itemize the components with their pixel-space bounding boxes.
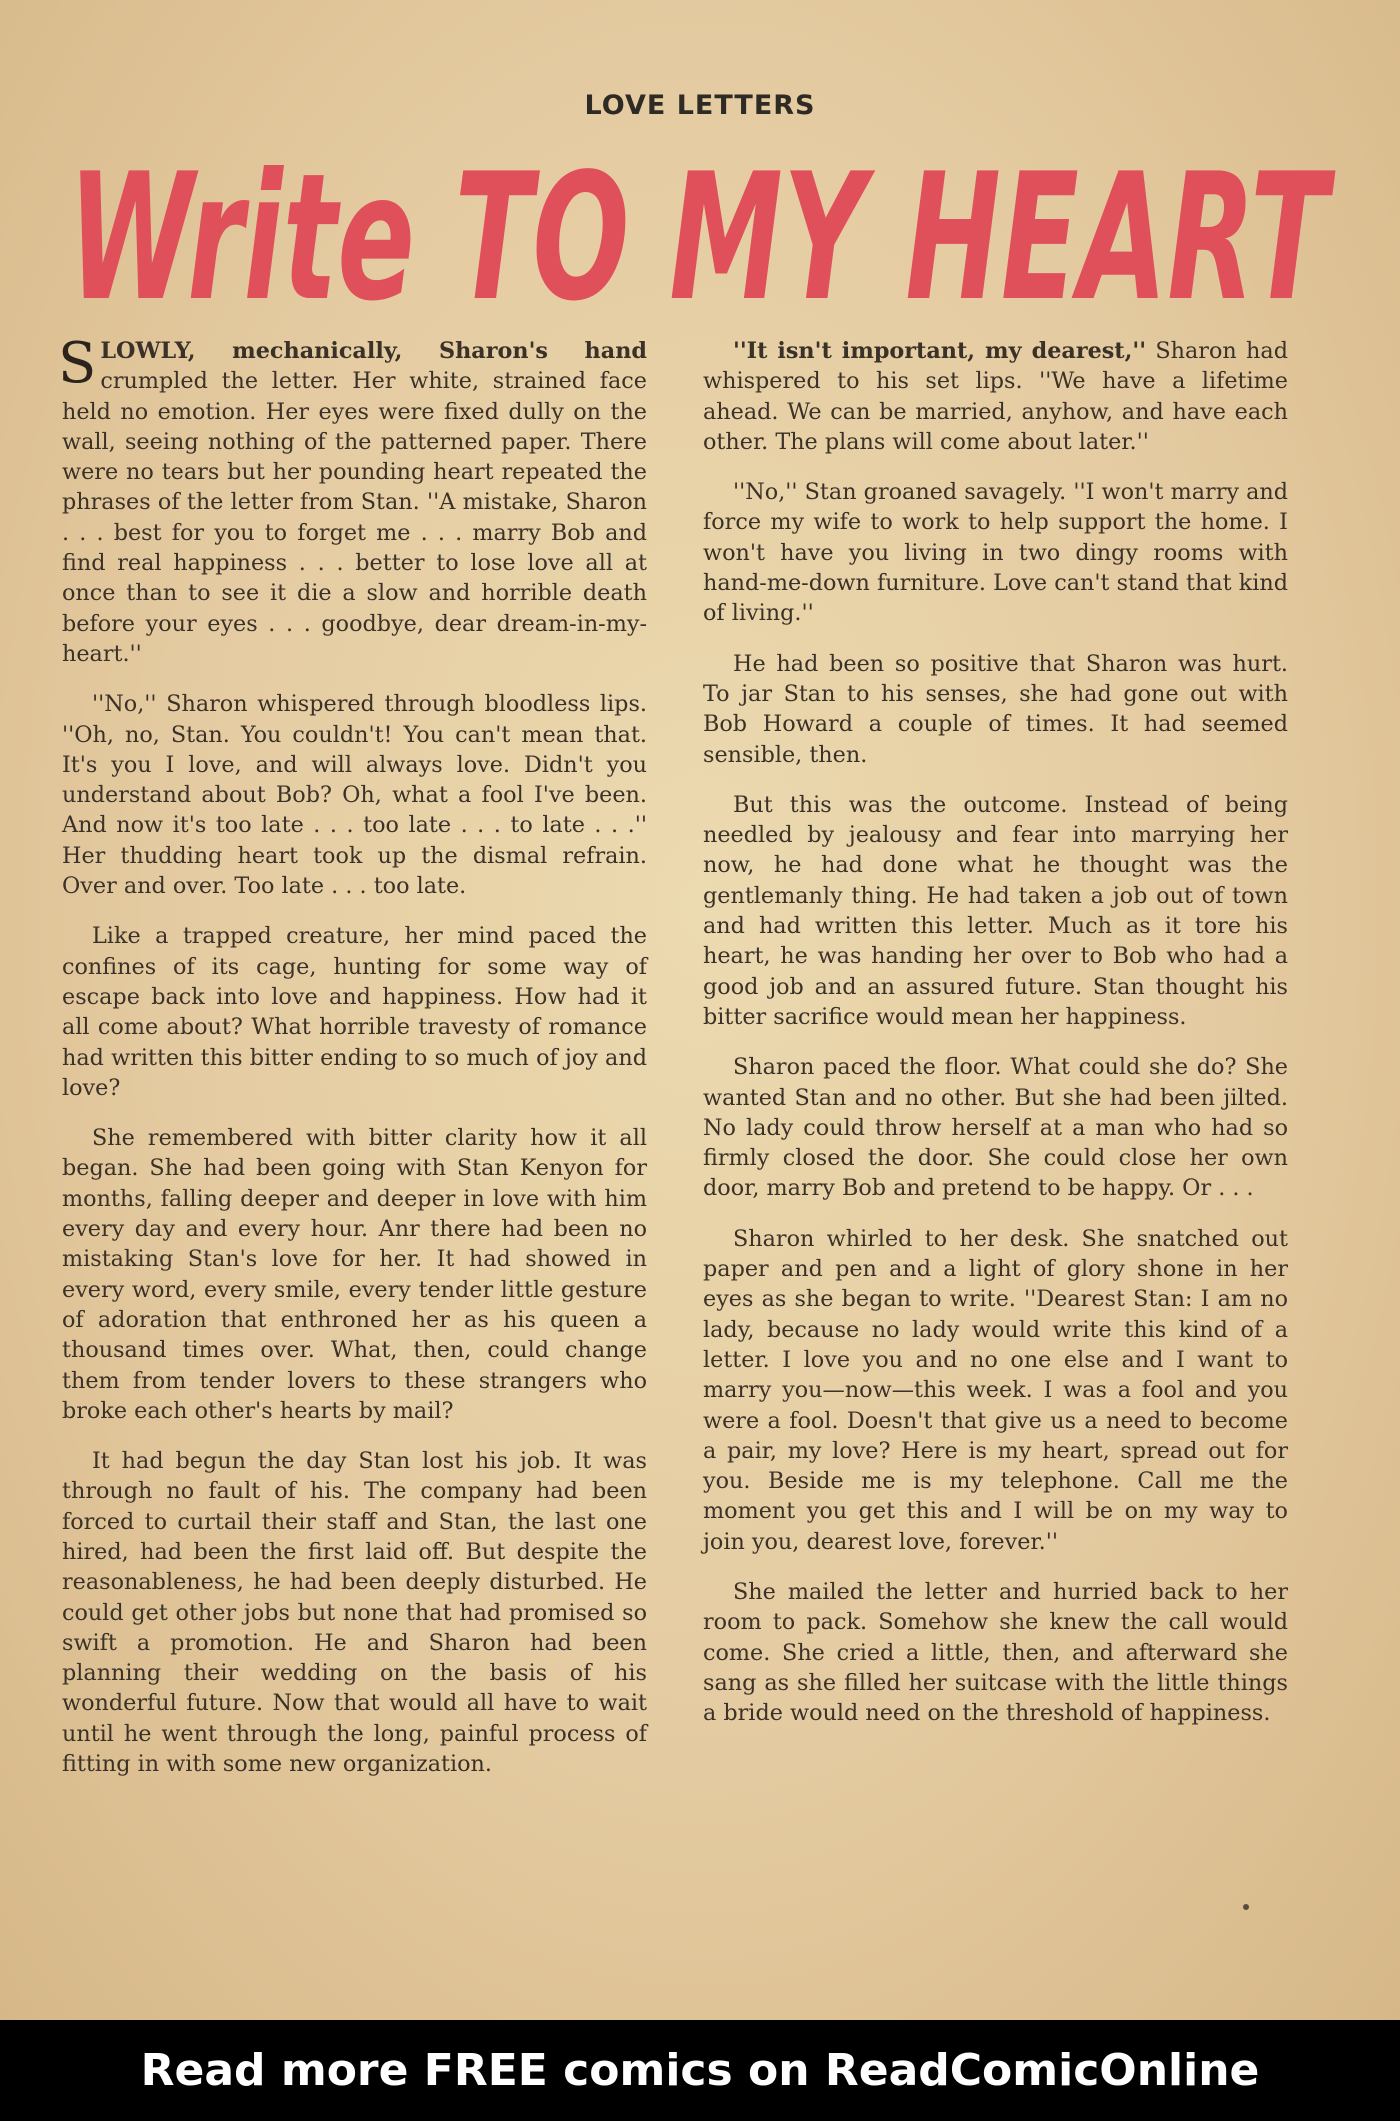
paragraph: But this was the outcome. Instead of being needled by jealousy and fear into marrying her now, he had done what he thought was the gentlemanly thing. He had taken a job out of town and had written this letter. Much as it tore his heart, he was handing her over to Bob who had a good job and an assured future. Stan thought his bitter sacrifice would mean her happiness. bbox=[703, 791, 1288, 1030]
lead-in: LOWLY, mechanically, Sharon's hand bbox=[100, 338, 647, 364]
paragraph: SLOWLY, mechanically, Sharon's hand crumpled the letter. Her white, strained face held no emotion. Her eyes were fixed dully on the wall, seeing nothing of the patterned paper. There were no tears but her pounding heart repeated the phrases of the letter from Stan. ''A mistake, Sharon . . . best for you to forget me . . . marry Bob and find real happiness . . . better to lose love all at once than to see it die a slow and horrible death before your eyes . . . goodbye, dear dream-in-my-heart.'' bbox=[58, 331, 647, 667]
paragraph: Sharon whirled to her desk. She snatched out paper and pen and a light of glory shone in her eyes as she began to write. ''Dearest Stan: I am no lady, because no lady would write this kind of a letter. I love you and no one else and I want to marry you—now—this week. I was a fool and you were a fool. Doesn't that give us a need to become a pair, my love? Here is my heart, spread out for you. Beside me is my telephone. Call me the moment you get this and I will be on my way to join you, dearest love, forever.'' bbox=[703, 1225, 1288, 1555]
promo-banner[interactable]: Read more FREE comics on ReadComicOnline bbox=[0, 2020, 1400, 2121]
text-column-left bbox=[58, 331, 647, 1799]
story-title-text: Write TO MY HEART bbox=[68, 137, 1336, 330]
paragraph: It had begun the day Stan lost his job. It was through no fault of his. The company had been forced to curtail their staff and Stan, the last one hired, had been the first laid off. But despite the reasonableness, he had been deeply disturbed. He could get other jobs but none that had promised so swift a promotion. He and Sharon had been planning their wedding on the basis of his wonderful future. Now that would all have to wait until he went through the long, painful process of fitting in with some new organization. bbox=[62, 1448, 647, 1778]
story-title bbox=[0, 120, 1400, 330]
paragraph: She mailed the letter and hurried back to her room to pack. Somehow she knew the call would come. She cried a little, then, and afterward she sang as she filled her suitcase with the little things a bride would need on the threshold of happiness. bbox=[703, 1578, 1288, 1727]
paragraph: ''It isn't important, my dearest,'' Sharon had whispered to his set lips. ''We have a lifetime ahead. We can be married, anyhow, and have each other. The plans will come about later.'' bbox=[703, 338, 1288, 455]
paragraph: ''No,'' Stan groaned savagely. ''I won't marry and force my wife to work to help support the home. I won't have you living in two dingy rooms with hand-me-down furniture. Love can't stand that kind of living.'' bbox=[703, 479, 1288, 627]
series-title: LOVE LETTERS bbox=[584, 90, 816, 121]
drop-cap: S bbox=[58, 331, 97, 396]
page-mark bbox=[1243, 1904, 1249, 1910]
paragraph: Like a trapped creature, her mind paced the confines of its cage, hunting for some way of escape back into love and happiness. How had it all come about? What horrible travesty of romance had written this bitter ending to so much of joy and love? bbox=[62, 923, 647, 1101]
paragraph: Sharon paced the floor. What could she do? She wanted Stan and no other. But she had been jilted. No lady could throw herself at a man who had so firmly closed the door. She could close her own door, marry Bob and pretend to be happy. Or . . . bbox=[703, 1054, 1288, 1202]
paragraph: She remembered with bitter clarity how it all began. She had been going with Stan Kenyon for months, falling deeper and deeper in love with him every day and every hour. Anr there had been no mistaking Stan's love for her. It had showed in every word, every smile, every tender little gesture of adoration that enthroned her as his queen a thousand times over. What, then, could change them from tender lovers to these strangers who broke each other's hearts by mail? bbox=[62, 1125, 647, 1424]
paragraph: ''No,'' Sharon whispered through bloodless lips. ''Oh, no, Stan. You couldn't! You can't mean that. It's you I love, and will always love. Didn't you understand about Bob? Oh, what a fool I've been. And now it's too late . . . too late . . . to late . . .'' Her thudding heart took up the dismal refrain. Over and over. Too late . . . too late. bbox=[62, 691, 647, 900]
text-column-right bbox=[703, 336, 1288, 1748]
lead-in: ''It isn't important, my dearest,'' bbox=[733, 338, 1147, 364]
paragraph: He had been so positive that Sharon was hurt. To jar Stan to his senses, she had gone out with Bob Howard a couple of times. It had seemed sensible, then. bbox=[703, 650, 1288, 768]
